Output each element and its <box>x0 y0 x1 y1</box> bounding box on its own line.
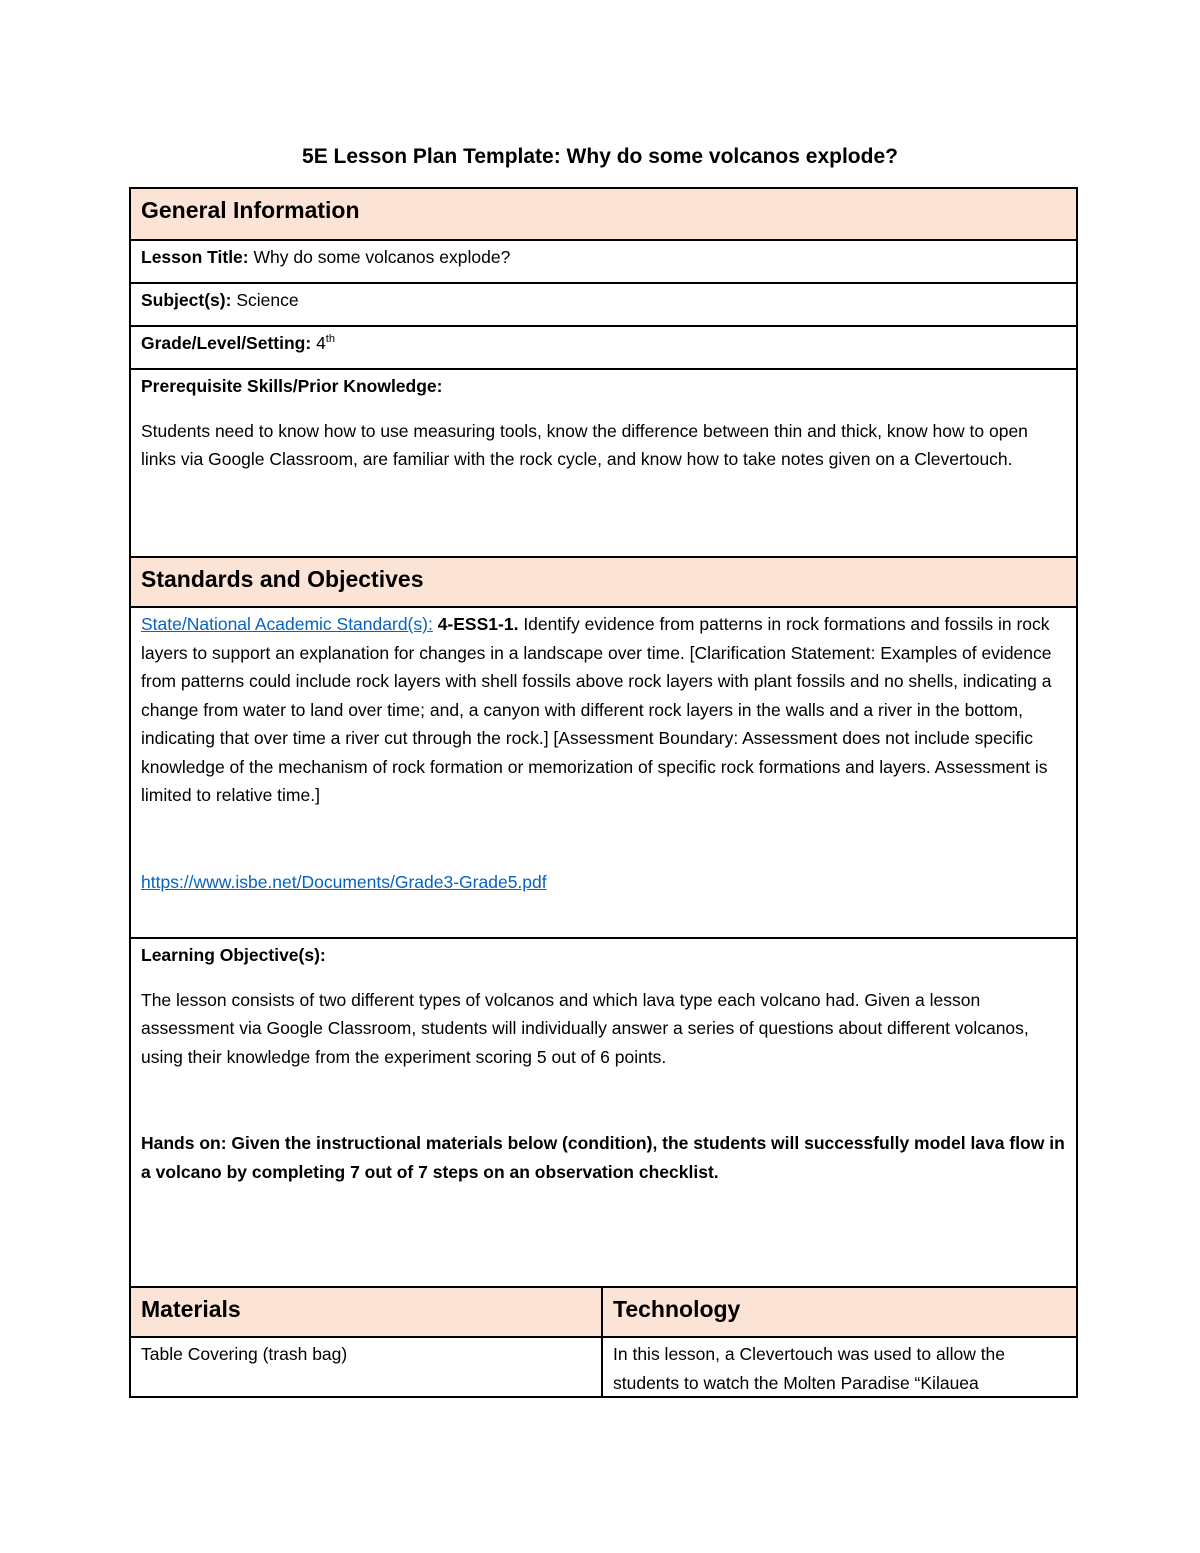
standards-document-link[interactable]: https://www.isbe.net/Documents/Grade3-Grade5.pdf <box>141 871 547 892</box>
standard-code: 4-ESS1-1. <box>437 614 519 634</box>
technology-text: In this lesson, a Clevertouch was used to allow the students to watch the Molten Paradise “Kilauea <box>613 1344 1006 1393</box>
grade-level-setting-cell <box>130 326 1077 369</box>
document-title: 5E Lesson Plan Template: Why do some volcanos explode? <box>302 145 898 168</box>
academic-standards-paragraph <box>141 610 1066 810</box>
prerequisite-skills-text: Students need to know how to use measuring tools, know the difference between thin and thick, know how to open links via Google Classroom, are familiar with the rock cycle, and know how to take notes given on a Clevertouch. <box>141 420 1028 469</box>
learning-objectives-label: Learning Objective(s): <box>141 945 326 965</box>
materials-heading: Materials <box>130 1287 602 1337</box>
learning-objectives-text: The lesson consists of two different types of volcanos and which lava type each volcano had. Given a lesson assessment via Google Classroom, students will individually answer a series of questions about different volcanos, using their knowledge from the experiment scoring 5 out of 6 points. <box>141 989 1029 1067</box>
technology-heading: Technology <box>602 1287 1077 1337</box>
academic-standards-link[interactable]: State/National Academic Standard(s): <box>141 614 433 634</box>
technology-cell <box>602 1337 1077 1397</box>
general-information-heading: General Information <box>130 188 1077 240</box>
materials-cell <box>130 1337 602 1397</box>
academic-standards-cell <box>130 607 1077 938</box>
hands-on-objective: Hands on: Given the instructional materials below (condition), the students will successfully model lava flow in a volcano by completing 7 out of 7 steps on an observation checklist. <box>141 1133 1065 1182</box>
lesson-title-value: Why do some volcanos explode? <box>253 247 511 267</box>
grade-label: Grade/Level/Setting: <box>141 333 312 353</box>
prerequisite-skills-cell <box>130 369 1077 557</box>
lesson-title-label: Lesson Title: <box>141 247 249 267</box>
prerequisite-skills-label: Prerequisite Skills/Prior Knowledge: <box>141 376 443 396</box>
standard-text: Identify evidence from patterns in rock formations and fossils in rock layers to support an explanation for changes in a landscape over time. [Clarification Statement: Examples of evidence from patterns could include rock layers with shell fossils above rock layers with plant fossils and no shells, indicating a change from water to land over time; and, a canyon with different rock layers in the walls and a river in the bottom, indicating that over time a river cut through the rock.] [Assessment Boundary: Assessment does not include specific knowledge of the mechanism of rock formation or memorization of specific rock formations and layers. Assessment is limited to relative time.] <box>141 614 1052 805</box>
subjects-value: Science <box>236 290 299 310</box>
subjects-label: Subject(s): <box>141 290 232 310</box>
learning-objectives-cell <box>130 938 1077 1287</box>
grade-value: 4 <box>316 333 326 353</box>
subjects-cell <box>130 283 1077 326</box>
grade-suffix: th <box>325 333 335 346</box>
materials-item: Table Covering (trash bag) <box>141 1344 348 1364</box>
lesson-plan-table <box>129 187 1078 1398</box>
standards-objectives-heading: Standards and Objectives <box>130 557 1077 607</box>
lesson-title-cell <box>130 240 1077 283</box>
